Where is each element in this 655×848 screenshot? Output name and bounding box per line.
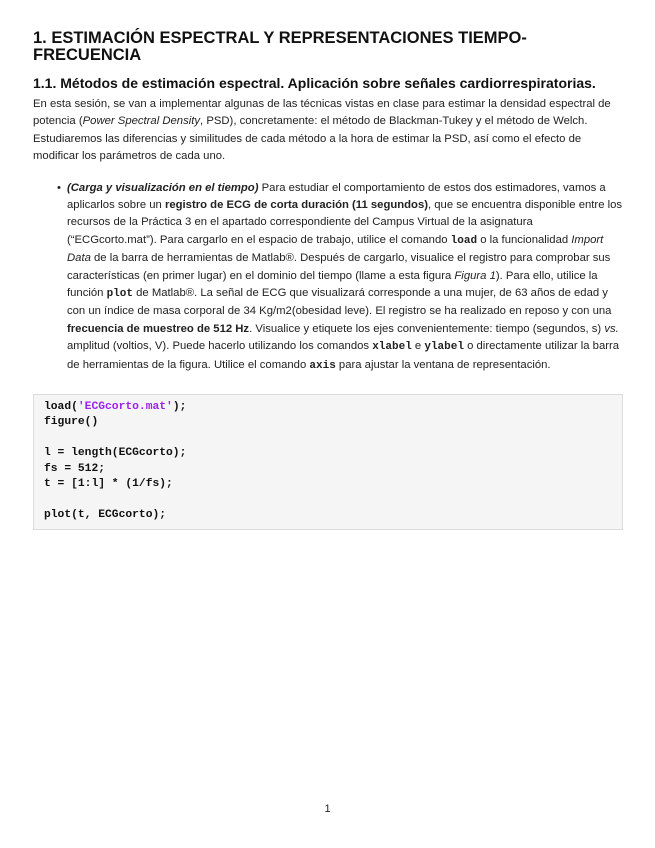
code-token: load( [44,401,78,414]
inline-code-ylabel: ylabel [424,341,464,354]
inline-code-plot: plot [106,288,133,301]
code-line [44,400,612,415]
inline-code-xlabel: xlabel [372,341,412,354]
task-emphasis: vs. [604,322,619,335]
intro-psd-term: Power Spectral Density [82,115,201,128]
task-lead: (Carga y visualización en el tiempo) [67,181,259,194]
task-text: . Visualice y etiquete los ejes convenientemente: tiempo (segundos, s) [249,322,605,335]
task-bold: frecuencia de muestreo de 512 Hz [67,322,250,335]
code-line-blank [44,431,612,446]
task-list [33,180,623,375]
code-line: plot(t, ECGcorto); [44,508,167,521]
code-block [33,394,623,530]
intro-paragraph [33,96,623,166]
task-text: para ajustar la ventana de representación. [335,358,551,371]
list-item [57,180,623,375]
task-bold: registro de ECG de corta duración (11 segundos) [164,199,428,212]
code-line: l = length(ECGcorto); [44,447,187,460]
task-text: o la funcionalidad [477,233,572,246]
code-line: figure() [44,416,99,429]
code-line: t = [1:l] * (1/fs); [44,478,173,491]
task-text: ). Para ello, utilice la función [67,269,598,300]
task-emphasis: Import Data [67,233,604,265]
section-heading: 1. ESTIMACIÓN ESPECTRAL Y REPRESENTACIONES TIEMPO-FRECUENCIA [33,29,527,64]
task-text: e [411,340,425,353]
page-number: 1 [324,803,331,815]
task-text: o directamente utilizar la barra de herramientas de la figura. Utilice el comando [67,340,620,371]
task-text: , que se encuentra disponible entre los recursos de la Práctica 3 en el apartado correspondiente del Campus Virtual de la asignatura (“ECGcorto.mat”). Para cargarlo en el espacio de trabajo, utilice el comando [67,199,623,246]
document-page [33,30,623,530]
task-emphasis: Figura 1 [454,269,496,282]
task-text: Para estudiar el comportamiento de estos dos estimadores, vamos a aplicarlos sobre un [67,181,606,212]
inline-code-axis: axis [309,359,336,372]
code-token: ); [172,401,187,414]
intro-text-2: , PSD), concretamente: el método de Blackman-Tukey y el método de Welch. Estudiaremos las diferencias y similitudes de cada método a la hora de estimar la PSD, así como el efecto de modificar los parámetros de cada uno. [33,115,588,163]
subsection-heading: 1.1. Métodos de estimación espectral. Aplicación sobre señales cardiorrespiratorias. [33,75,596,91]
task-text: de Matlab®. La señal de ECG que visualizará corresponde a una mujer, de 63 años de edad y con un índice de masa corporal de 34 Kg/m2(obesidad leve). El registro se ha realizado en reposo y con una [67,287,612,318]
task-text: amplitud (voltios, V). Puede hacerlo utilizando los comandos [67,340,373,353]
task-text: de la barra de herramientas de Matlab®. Después de cargarlo, visualice el registro para comprobar sus características (en primer lugar) en el dominio del tiempo (llame a esta figura [67,252,611,282]
code-line-blank [44,492,612,507]
inline-code-load: load [450,234,478,247]
intro-text-1: En esta sesión, se van a implementar algunas de las técnicas vistas en clase para estimar la densidad espectral de potencia ( [33,98,611,128]
bullet-marker: • [57,181,61,194]
code-string: 'ECGcorto.mat' [77,401,173,414]
code-line: fs = 512; [44,462,106,475]
